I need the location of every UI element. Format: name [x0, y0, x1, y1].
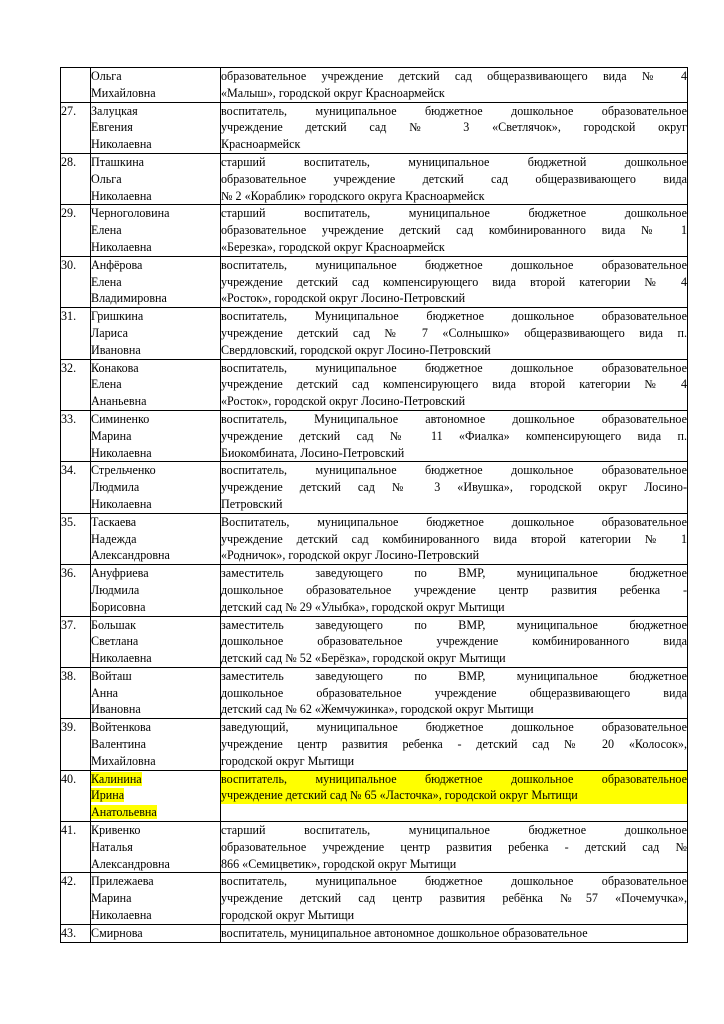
roster-table	[60, 67, 688, 943]
person-name-line: Анатольевна	[91, 805, 157, 820]
row-number: 27.	[61, 102, 91, 153]
description-line: старший воспитатель, муниципальное бюджетное дошкольное	[221, 206, 687, 221]
person-name-line: Лариса	[91, 325, 128, 340]
person-name-line: Наталья	[91, 839, 133, 854]
name-line-wrap	[91, 360, 220, 377]
description-line: заместитель заведующего по ВМР, муниципальное бюджетное	[221, 668, 687, 683]
table-row	[61, 565, 688, 616]
row-number: 35.	[61, 513, 91, 564]
description-line: заместитель заведующего по ВМР, муниципальное бюджетное	[221, 617, 687, 632]
name-line-wrap	[91, 514, 220, 531]
name-line-wrap	[91, 274, 220, 291]
description-line: Воспитатель, муниципальное бюджетное дошкольное образовательное	[221, 514, 687, 529]
name-line-wrap	[91, 565, 220, 582]
name-line-wrap	[91, 771, 220, 788]
table-row	[61, 153, 688, 204]
person-name-line: Людмила	[91, 582, 140, 597]
table-row	[61, 513, 688, 564]
position-description-cell	[221, 770, 688, 821]
roster-body	[61, 68, 688, 943]
table-row	[61, 410, 688, 461]
name-line-wrap	[91, 547, 220, 564]
description-line: детский сад № 52 «Берёзка», городской округ Мытищи	[221, 651, 506, 666]
description-line: детский сад № 29 «Улыбка», городской округ Мытищи	[221, 599, 505, 614]
person-name-line: Гришкина	[91, 309, 144, 324]
position-description-cell	[221, 873, 688, 924]
person-name-line: Большак	[91, 617, 136, 632]
table-row	[61, 308, 688, 359]
description-line: учреждение детский сад № 7 «Солнышко» общеразвивающего вида п.	[221, 325, 687, 340]
person-name-line: Таскаева	[91, 514, 137, 529]
person-name-line: Михайловна	[91, 753, 156, 768]
name-line-wrap	[91, 839, 220, 856]
row-number: 34.	[61, 462, 91, 513]
row-number: 31.	[61, 308, 91, 359]
description-line: учреждение детский сад компенсирующего вида второй категории № 4	[221, 377, 687, 392]
person-name-line: Николаевна	[91, 445, 152, 460]
person-name-cell	[91, 873, 221, 924]
person-name-line: Александровна	[91, 548, 170, 563]
table-row	[61, 770, 688, 821]
person-name-cell	[91, 513, 221, 564]
name-line-wrap	[91, 907, 220, 924]
description-line: дошкольное образовательное учреждение общеразвивающего вида	[221, 685, 687, 700]
name-line-wrap	[91, 445, 220, 462]
person-name-cell	[91, 410, 221, 461]
position-description-cell	[221, 719, 688, 770]
description-line: «Росток», городской округ Лосино-Петровский	[221, 394, 466, 409]
table-row	[61, 667, 688, 718]
name-line-wrap	[91, 856, 220, 873]
name-line-wrap	[91, 496, 220, 513]
description-line: воспитатель, Муниципальное бюджетное дошкольное образовательное	[221, 309, 687, 324]
position-description-cell	[221, 462, 688, 513]
description-line: образовательное учреждение центр развития ребенка - детский сад №	[221, 839, 687, 854]
name-line-wrap	[91, 804, 220, 821]
position-description-cell	[221, 616, 688, 667]
position-description-cell	[221, 308, 688, 359]
name-line-wrap	[91, 68, 220, 85]
person-name-line: Ольга	[91, 171, 122, 186]
row-number: 30.	[61, 256, 91, 307]
table-row	[61, 102, 688, 153]
person-name-line: Прилежаева	[91, 874, 154, 889]
position-description-cell	[221, 359, 688, 410]
name-line-wrap	[91, 633, 220, 650]
table-row	[61, 924, 688, 942]
position-description-cell	[221, 153, 688, 204]
name-line-wrap	[91, 822, 220, 839]
name-line-wrap	[91, 325, 220, 342]
description-line: старший воспитатель, муниципальное бюджетное дошкольное	[221, 823, 687, 838]
person-name-line: Пташкина	[91, 154, 145, 169]
description-line: «Росток», городской округ Лосино-Петровский	[221, 291, 466, 306]
description-line: учреждение детский сад центр развития ребёнка №57 «Почемучка»,	[221, 891, 687, 906]
row-number: 36.	[61, 565, 91, 616]
table-row	[61, 462, 688, 513]
position-description-cell	[221, 513, 688, 564]
description-line: образовательное учреждение детский сад общеразвивающего вида	[221, 171, 687, 186]
row-number: 37.	[61, 616, 91, 667]
person-name-line: Елена	[91, 274, 122, 289]
name-line-wrap	[91, 531, 220, 548]
table-row	[61, 256, 688, 307]
person-name-line: Черноголовина	[91, 206, 170, 221]
position-description-cell	[221, 924, 688, 942]
name-line-wrap	[91, 925, 220, 942]
name-line-wrap	[91, 599, 220, 616]
person-name-cell	[91, 256, 221, 307]
table-row	[61, 873, 688, 924]
person-name-line: Елена	[91, 377, 122, 392]
person-name-line: Марина	[91, 428, 132, 443]
name-line-wrap	[91, 188, 220, 205]
position-description-cell	[221, 102, 688, 153]
description-line: воспитатель, Муниципальное автономное дошкольное образовательное	[221, 411, 687, 426]
person-name-cell	[91, 770, 221, 821]
description-line: № 2 «Кораблик» городского округа Красноармейск	[221, 188, 485, 203]
person-name-line: Конакова	[91, 360, 139, 375]
name-line-wrap	[91, 154, 220, 171]
description-line: Петровский	[221, 496, 283, 511]
person-name-cell	[91, 667, 221, 718]
person-name-line: Елена	[91, 223, 122, 238]
position-description-cell	[221, 667, 688, 718]
description-line: воспитатель, муниципальное бюджетное дошкольное образовательное	[221, 360, 687, 375]
description-line: учреждение детский сад № 3 «Светлячок», городской округ	[221, 120, 687, 135]
description-line: дошкольное образовательное учреждение центр развития ребенка -	[221, 582, 687, 597]
name-line-wrap	[91, 617, 220, 634]
name-line-wrap	[91, 462, 220, 479]
description-line: Красноармейск	[221, 137, 301, 152]
person-name-cell	[91, 205, 221, 256]
description-line: воспитатель, муниципальное бюджетное дошкольное образовательное	[221, 771, 687, 786]
person-name-cell	[91, 822, 221, 873]
description-line: воспитатель, муниципальное бюджетное дошкольное образовательное	[221, 103, 687, 118]
position-description-cell	[221, 256, 688, 307]
person-name-line: Николаевна	[91, 188, 152, 203]
name-line-wrap	[91, 205, 220, 222]
name-line-wrap	[91, 85, 220, 102]
description-line: воспитатель, муниципальное бюджетное дошкольное образовательное	[221, 463, 687, 478]
description-line: старший воспитатель, муниципальное бюджетной дошкольное	[221, 154, 687, 169]
name-line-wrap	[91, 171, 220, 188]
person-name-cell	[91, 308, 221, 359]
person-name-line: Надежда	[91, 531, 137, 546]
person-name-line: Смирнова	[91, 925, 143, 940]
person-name-line: Владимировна	[91, 291, 167, 306]
description-line: Свердловский, городской округ Лосино-Петровский	[221, 342, 491, 357]
description-line: городской округ Мытищи	[221, 753, 355, 768]
name-line-wrap	[91, 736, 220, 753]
description-line: «Малыш», городской округ Красноармейск	[221, 85, 445, 100]
person-name-line: Николаевна	[91, 908, 152, 923]
table-row	[61, 359, 688, 410]
person-name-line: Симиненко	[91, 411, 150, 426]
row-number: 43.	[61, 924, 91, 942]
row-number	[61, 68, 91, 103]
name-line-wrap	[91, 222, 220, 239]
person-name-line: Войтенкова	[91, 720, 151, 735]
row-number: 38.	[61, 667, 91, 718]
name-line-wrap	[91, 119, 220, 136]
person-name-line: Николаевна	[91, 239, 152, 254]
description-line: учреждение центр развития ребенка - детский сад № 20 «Колосок»,	[221, 737, 687, 752]
name-line-wrap	[91, 668, 220, 685]
name-line-wrap	[91, 890, 220, 907]
description-line: «Родничок», городской округ Лосино-Петровский	[221, 548, 480, 563]
name-line-wrap	[91, 308, 220, 325]
person-name-line: Стрельченко	[91, 463, 156, 478]
description-line: воспитатель, муниципальное бюджетное дошкольное образовательное	[221, 257, 687, 272]
name-line-wrap	[91, 136, 220, 153]
row-number: 41.	[61, 822, 91, 873]
name-line-wrap	[91, 257, 220, 274]
description-line: детский сад № 62 «Жемчужинка», городской округ Мытищи	[221, 702, 534, 717]
person-name-line: Ивановна	[91, 702, 141, 717]
person-name-line: Кривенко	[91, 823, 141, 838]
row-number: 29.	[61, 205, 91, 256]
description-line: «Березка», городской округ Красноармейск	[221, 239, 445, 254]
description-line: учреждение детский сад комбинированного вида второй категории № 1	[221, 531, 687, 546]
name-line-wrap	[91, 582, 220, 599]
person-name-line: Войташ	[91, 668, 132, 683]
description-line: дошкольное образовательное учреждение комбинированного вида	[221, 634, 687, 649]
person-name-line: Николаевна	[91, 137, 152, 152]
person-name-cell	[91, 68, 221, 103]
name-line-wrap	[91, 873, 220, 890]
description-line: 866 «Семицветик», городской округ Мытищи	[221, 856, 457, 871]
description-line: учреждение детский сад компенсирующего вида второй категории № 4	[221, 274, 687, 289]
description-line: воспитатель, муниципальное автономное дошкольное образовательное	[221, 925, 588, 940]
description-line: городской округ Мытищи	[221, 908, 355, 923]
person-name-line: Ольга	[91, 69, 122, 83]
position-description-cell	[221, 68, 688, 103]
name-line-wrap	[91, 479, 220, 496]
name-line-wrap	[91, 239, 220, 256]
person-name-line: Анна	[91, 685, 119, 700]
description-line: образовательное учреждение детский сад комбинированного вида № 1	[221, 223, 687, 238]
name-line-wrap	[91, 787, 220, 804]
description-line: образовательное учреждение детский сад общеразвивающего вида № 4	[221, 69, 687, 83]
row-number: 28.	[61, 153, 91, 204]
person-name-cell	[91, 924, 221, 942]
description-line: воспитатель, муниципальное бюджетное дошкольное образовательное	[221, 874, 687, 889]
person-name-line: Анфёрова	[91, 257, 143, 272]
person-name-line: Залуцкая	[91, 103, 138, 118]
description-line: учреждение детский сад № 65 «Ласточка», городской округ Мытищи	[221, 787, 687, 804]
table-row	[61, 68, 688, 103]
person-name-line: Калинина	[91, 771, 142, 786]
person-name-line: Людмила	[91, 480, 140, 495]
position-description-cell	[221, 822, 688, 873]
row-number: 42.	[61, 873, 91, 924]
description-line: учреждение детский сад № 11 «Фиалка» компенсирующего вида п.	[221, 428, 687, 443]
table-row	[61, 616, 688, 667]
table-row	[61, 719, 688, 770]
name-line-wrap	[91, 753, 220, 770]
person-name-line: Николаевна	[91, 651, 152, 666]
person-name-line: Ананьевна	[91, 394, 147, 409]
position-description-cell	[221, 205, 688, 256]
person-name-cell	[91, 359, 221, 410]
name-line-wrap	[91, 393, 220, 410]
row-number: 39.	[61, 719, 91, 770]
person-name-cell	[91, 462, 221, 513]
person-name-line: Марина	[91, 891, 132, 906]
table-row	[61, 205, 688, 256]
person-name-cell	[91, 719, 221, 770]
person-name-line: Ирина	[91, 788, 125, 803]
person-name-cell	[91, 565, 221, 616]
person-name-line: Светлана	[91, 634, 139, 649]
person-name-cell	[91, 616, 221, 667]
name-line-wrap	[91, 411, 220, 428]
name-line-wrap	[91, 701, 220, 718]
name-line-wrap	[91, 103, 220, 120]
person-name-cell	[91, 153, 221, 204]
name-line-wrap	[91, 428, 220, 445]
name-line-wrap	[91, 685, 220, 702]
name-line-wrap	[91, 376, 220, 393]
description-line: учреждение детский сад № 3 «Ивушка», городской округ Лосино-	[221, 480, 687, 495]
description-line: заведующий, муниципальное бюджетное дошкольное образовательное	[221, 720, 687, 735]
name-line-wrap	[91, 342, 220, 359]
person-name-line: Александровна	[91, 856, 170, 871]
description-line: Биокомбината, Лосино-Петровский	[221, 445, 405, 460]
table-row	[61, 822, 688, 873]
name-line-wrap	[91, 719, 220, 736]
description-line: заместитель заведующего по ВМР, муниципальное бюджетное	[221, 566, 687, 581]
person-name-line: Борисовна	[91, 599, 146, 614]
row-number: 32.	[61, 359, 91, 410]
person-name-line: Михайловна	[91, 85, 156, 100]
person-name-line: Ануфриева	[91, 566, 149, 581]
name-line-wrap	[91, 290, 220, 307]
person-name-line: Валентина	[91, 737, 147, 752]
person-name-line: Ивановна	[91, 342, 141, 357]
row-number: 40.	[61, 770, 91, 821]
row-number: 33.	[61, 410, 91, 461]
position-description-cell	[221, 565, 688, 616]
name-line-wrap	[91, 650, 220, 667]
person-name-line: Николаевна	[91, 496, 152, 511]
position-description-cell	[221, 410, 688, 461]
person-name-cell	[91, 102, 221, 153]
person-name-line: Евгения	[91, 120, 133, 135]
